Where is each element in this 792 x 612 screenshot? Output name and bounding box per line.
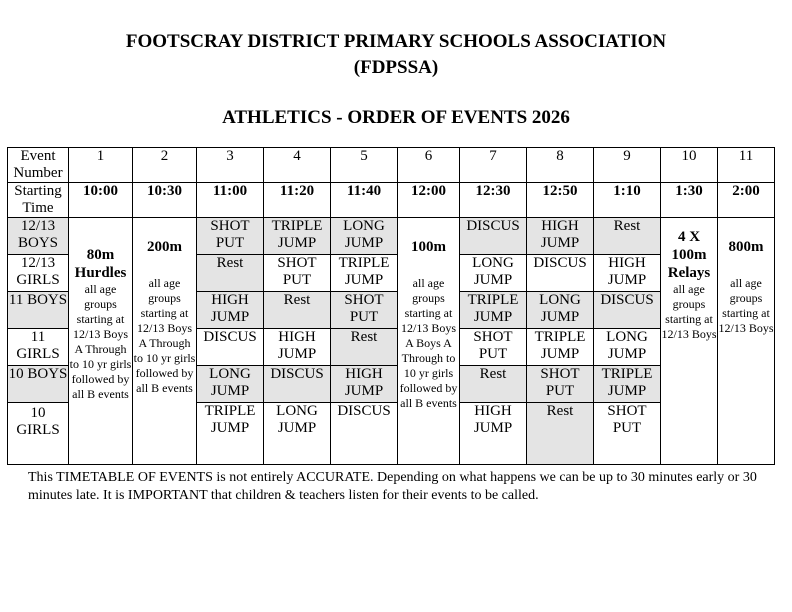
run-800m-cell <box>718 218 775 465</box>
event-number: 1 <box>69 148 133 183</box>
group-row <box>8 218 775 255</box>
event-number: 11 <box>718 148 775 183</box>
run-800m-note: all age groups starting at 12/13 Boys <box>718 276 774 335</box>
sprint-100m-note: all age groups starting at 12/13 Boys A Boys A Through to 10 yr girls followed by all B events <box>399 276 458 410</box>
sprint-100m-title: 100m <box>411 239 446 255</box>
event-number: 5 <box>331 148 398 183</box>
start-time: 11:00 <box>197 183 264 218</box>
event-cell: LONG JUMP <box>331 218 398 255</box>
event-cell: Rest <box>197 255 264 292</box>
event-cell: DISCUS <box>527 255 594 292</box>
age-group-label: 12/13 BOYS <box>8 218 69 255</box>
hurdles-80m-cell <box>69 218 133 465</box>
event-cell: SHOT PUT <box>331 292 398 329</box>
run-800m-title: 800m <box>728 239 764 255</box>
start-time: 10:30 <box>133 183 197 218</box>
start-time: 10:00 <box>69 183 133 218</box>
age-group-label: 11 GIRLS <box>8 329 69 366</box>
event-number: 10 <box>661 148 718 183</box>
starting-time-row <box>8 183 775 218</box>
event-cell: SHOT PUT <box>460 329 527 366</box>
event-cell: HIGH JUMP <box>331 366 398 403</box>
event-cell: LONG JUMP <box>264 403 331 465</box>
event-number: 8 <box>527 148 594 183</box>
event-cell: TRIPLE JUMP <box>197 403 264 465</box>
event-number-row <box>8 148 775 183</box>
age-group-label: 10 GIRLS <box>8 403 69 465</box>
sprint-200m-title: 200m <box>147 239 182 255</box>
start-time: 12:50 <box>527 183 594 218</box>
main-title: FOOTSCRAY DISTRICT PRIMARY SCHOOLS ASSOCIATION <box>125 31 667 52</box>
hurdles-80m-subtitle: Hurdles <box>74 265 127 281</box>
start-time: 11:20 <box>264 183 331 218</box>
event-cell: DISCUS <box>594 292 661 329</box>
event-cell: LONG JUMP <box>460 255 527 292</box>
event-cell: Rest <box>331 329 398 366</box>
event-cell: HIGH JUMP <box>527 218 594 255</box>
hurdles-80m-note: all age groups starting at 12/13 Boys A Through to 10 yr girls followed by all B events <box>69 282 132 401</box>
document-title: ATHLETICS - ORDER OF EVENTS 2026 <box>222 107 570 128</box>
event-number: 7 <box>460 148 527 183</box>
age-group-label: 12/13 GIRLS <box>8 255 69 292</box>
event-number: 9 <box>594 148 661 183</box>
start-time: 11:40 <box>331 183 398 218</box>
relays-note: all age groups starting at 12/13 Boys <box>661 282 717 341</box>
event-cell: LONG JUMP <box>594 329 661 366</box>
start-time: 12:00 <box>398 183 460 218</box>
event-cell: Rest <box>264 292 331 329</box>
sprint-200m-note: all age groups starting at 12/13 Boys A Through to 10 yr girls followed by all B events <box>133 276 196 395</box>
event-cell: Rest <box>460 366 527 403</box>
event-number: 4 <box>264 148 331 183</box>
event-cell: HIGH JUMP <box>460 403 527 465</box>
event-cell: DISCUS <box>264 366 331 403</box>
event-cell: DISCUS <box>197 329 264 366</box>
hurdles-80m-title: 80m <box>86 247 115 263</box>
event-cell: TRIPLE JUMP <box>331 255 398 292</box>
start-time: 1:10 <box>594 183 661 218</box>
sprint-200m-cell <box>133 218 197 465</box>
event-number: 2 <box>133 148 197 183</box>
start-time: 2:00 <box>718 183 775 218</box>
sprint-100m-cell <box>398 218 460 465</box>
event-cell: Rest <box>594 218 661 255</box>
event-cell: HIGH JUMP <box>594 255 661 292</box>
timetable-disclaimer: This TIMETABLE OF EVENTS is not entirely ACCURATE. Depending on what happens we can be up to 30 minutes early or 30 minutes late. It is IMPORTANT that children & teachers listen for their events to be called. <box>28 470 757 503</box>
start-time: 1:30 <box>661 183 718 218</box>
age-group-label: 10 BOYS <box>8 366 69 403</box>
event-cell: Rest <box>527 403 594 465</box>
start-time: 12:30 <box>460 183 527 218</box>
event-cell: LONG JUMP <box>527 292 594 329</box>
event-number: 3 <box>197 148 264 183</box>
event-number-label: Event Number <box>8 148 69 183</box>
starting-time-label: Starting Time <box>8 183 69 218</box>
event-cell: SHOT PUT <box>527 366 594 403</box>
relays-cell <box>661 218 718 465</box>
order-of-events-table <box>7 147 775 465</box>
association-abbreviation: (FDPSSA) <box>353 57 439 78</box>
event-cell: HIGH JUMP <box>264 329 331 366</box>
age-group-label: 11 BOYS <box>8 292 69 329</box>
event-cell: SHOT PUT <box>197 218 264 255</box>
event-cell: HIGH JUMP <box>197 292 264 329</box>
event-cell: DISCUS <box>460 218 527 255</box>
event-cell: TRIPLE JUMP <box>527 329 594 366</box>
event-cell: DISCUS <box>331 403 398 465</box>
relays-title: 4 X 100m Relays <box>667 229 711 281</box>
event-cell: TRIPLE JUMP <box>594 366 661 403</box>
event-number: 6 <box>398 148 460 183</box>
event-cell: TRIPLE JUMP <box>460 292 527 329</box>
event-cell: TRIPLE JUMP <box>264 218 331 255</box>
event-cell: SHOT PUT <box>264 255 331 292</box>
event-cell: SHOT PUT <box>594 403 661 465</box>
event-cell: LONG JUMP <box>197 366 264 403</box>
